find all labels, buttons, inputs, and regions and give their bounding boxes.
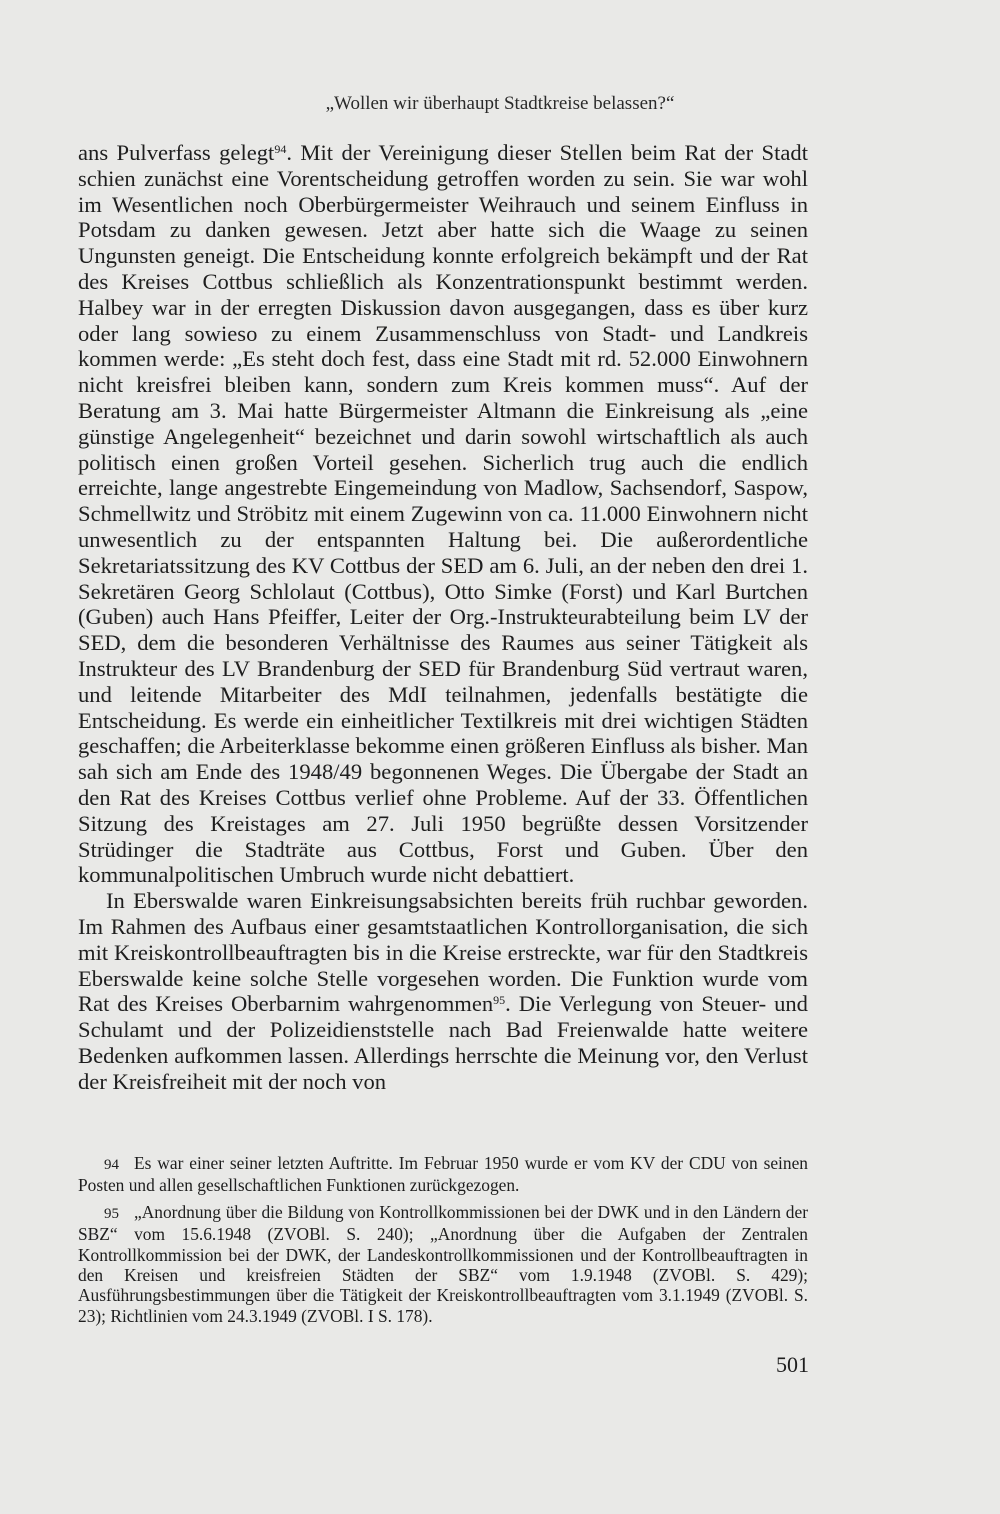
paragraph-text: In Eberswalde waren Einkreisungsabsichten bereits früh ruchbar geworden. Im Rahmen des Aufbaus einer gesamtstaatlichen Kontrollorganisation, die sich mit Kreiskontrollbeauftragten bis in die Kreise erstreckte, war für den Stadtkreis Eberswalde keine solche Stelle vorgesehen worden. Die Funktion wurde vom Rat des Kreises Oberbarnim wahrgenommen <box>78 888 808 1017</box>
footnote-reference[interactable]: 95 <box>493 993 506 1008</box>
footnote-number: 95 <box>104 1205 119 1222</box>
footnote <box>78 1153 808 1196</box>
paragraph-text: . Mit der Vereinigung dieser Stellen beim Rat der Stadt schien zunächst eine Vorentscheidung getroffen worden zu sein. Sie war wohl im Wesentlichen noch Oberbürgermeister Weihrauch und seinem Einfluss in Potsdam zu danken gewesen. Jetzt aber hatte sich die Waage zu seinen Ungunsten geneigt. Die Entscheidung konnte erfolgreich bekämpft und der Rat des Kreises Cottbus schließlich als Konzentrationspunkt bestimmt werden. Halbey war in der erregten Diskussion davon ausgegangen, dass es über kurz oder lang sowieso zu einem Zusammenschluss von Stadt- und Landkreis kommen werde: „Es steht doch fest, dass eine Stadt mit rd. 52.000 Einwohnern nicht kreisfrei bleiben kann, sondern zum Kreis kommen muss“. Auf der Beratung am 3. Mai hatte Bürgermeister Altmann die Einkreisung als „eine günstige Angelegenheit“ bezeichnet und darin sowohl wirtschaftlich als auch politisch einen großen Vorteil gesehen. Sicherlich trug auch die endlich erreichte, lange angestrebte Eingemeindung von Madlow, Sachsendorf, Saspow, Schmellwitz und Ströbitz mit einem Zugewinn von ca. 11.000 Einwohnern nicht unwesentlich zu der entspannten Haltung bei. Die außerordentliche Sekretariatssitzung des KV Cottbus der SED am 6. Juli, an der neben den drei 1. Sekretären Georg Schlolaut (Cottbus), Otto Simke (Forst) und Karl Burtchen (Guben) auch Hans Pfeiffer, Leiter der Org.-Instrukteurabteilung beim LV der SED, dem die besonderen Verhältnisse des Raumes aus seiner Tätigkeit als Instrukteur des LV Brandenburg der SED für Brandenburg Süd vertraut waren, und leitende Mitarbeiter des MdI teilnahmen, jedenfalls bestätigte die Entscheidung. Es werde ein einheitlicher Textilkreis mit drei wichtigen Städten geschaffen; die Arbeiterklasse bekomme einen größeren Einfluss als bisher. Man sah sich am Ende des 1948/49 begonnenen Weges. Die Übergabe der Stadt an den Rat des Kreises Cottbus verlief ohne Probleme. Auf der 33. Öffentlichen Sitzung des Kreistages am 27. Juli 1950 begrüßte dessen Vorsitzender Strüdinger die Stadträte aus Cottbus, Forst und Guben. Über den kommunalpolitischen Umbruch wurde nicht debattiert. <box>78 140 808 888</box>
footnote-text: Es war einer seiner letzten Auftritte. Im Februar 1950 wurde er vom KV der CDU von seinen Posten und allen gesellschaftlichen Funktionen zurückgezogen. <box>78 1153 808 1196</box>
footnote-number: 94 <box>104 1157 119 1173</box>
footnote-reference[interactable]: 94 <box>274 142 287 156</box>
paragraph <box>78 140 808 888</box>
main-text <box>78 140 808 1094</box>
footnotes <box>78 1153 808 1332</box>
running-title: „Wollen wir überhaupt Stadtkreise belassen?“ <box>325 93 675 114</box>
footnote-text: „Anordnung über die Bildung von Kontrollkommissionen bei der DWK und in den Ländern der SBZ“ vom 15.6.1948 (ZVOBl. S. 240); „Anordnung über die Aufgaben der Zentralen Kontrollkommission bei der DWK, der Landeskontrollkommissionen und der Kontrollbeauftragten in den Kreisen und kreisfreien Städten der SBZ“ vom 1.9.1948 (ZVOBl. S. 429); Ausführungsbestimmungen über die Tätigkeit der Kreiskontrollbeauftragten vom 3.1.1949 (ZVOBl. S. 23); Richtlinien vom 24.3.1949 (ZVOBl. I S. 178). <box>78 1201 808 1326</box>
paragraph-text: ans Pulverfass gelegt <box>78 140 275 165</box>
paragraph-text: . Die Verlegung von Steuer- und Schulamt und der Polizeidienststelle nach Bad Freienwalde hatte weitere Bedenken aufkommen lassen. Allerdings herrschte die Meinung vor, den Verlust der Kreisfreiheit mit der noch von <box>78 991 808 1094</box>
page-number: 501 <box>776 1352 809 1377</box>
paragraph <box>78 888 808 1094</box>
footnote <box>78 1202 808 1326</box>
